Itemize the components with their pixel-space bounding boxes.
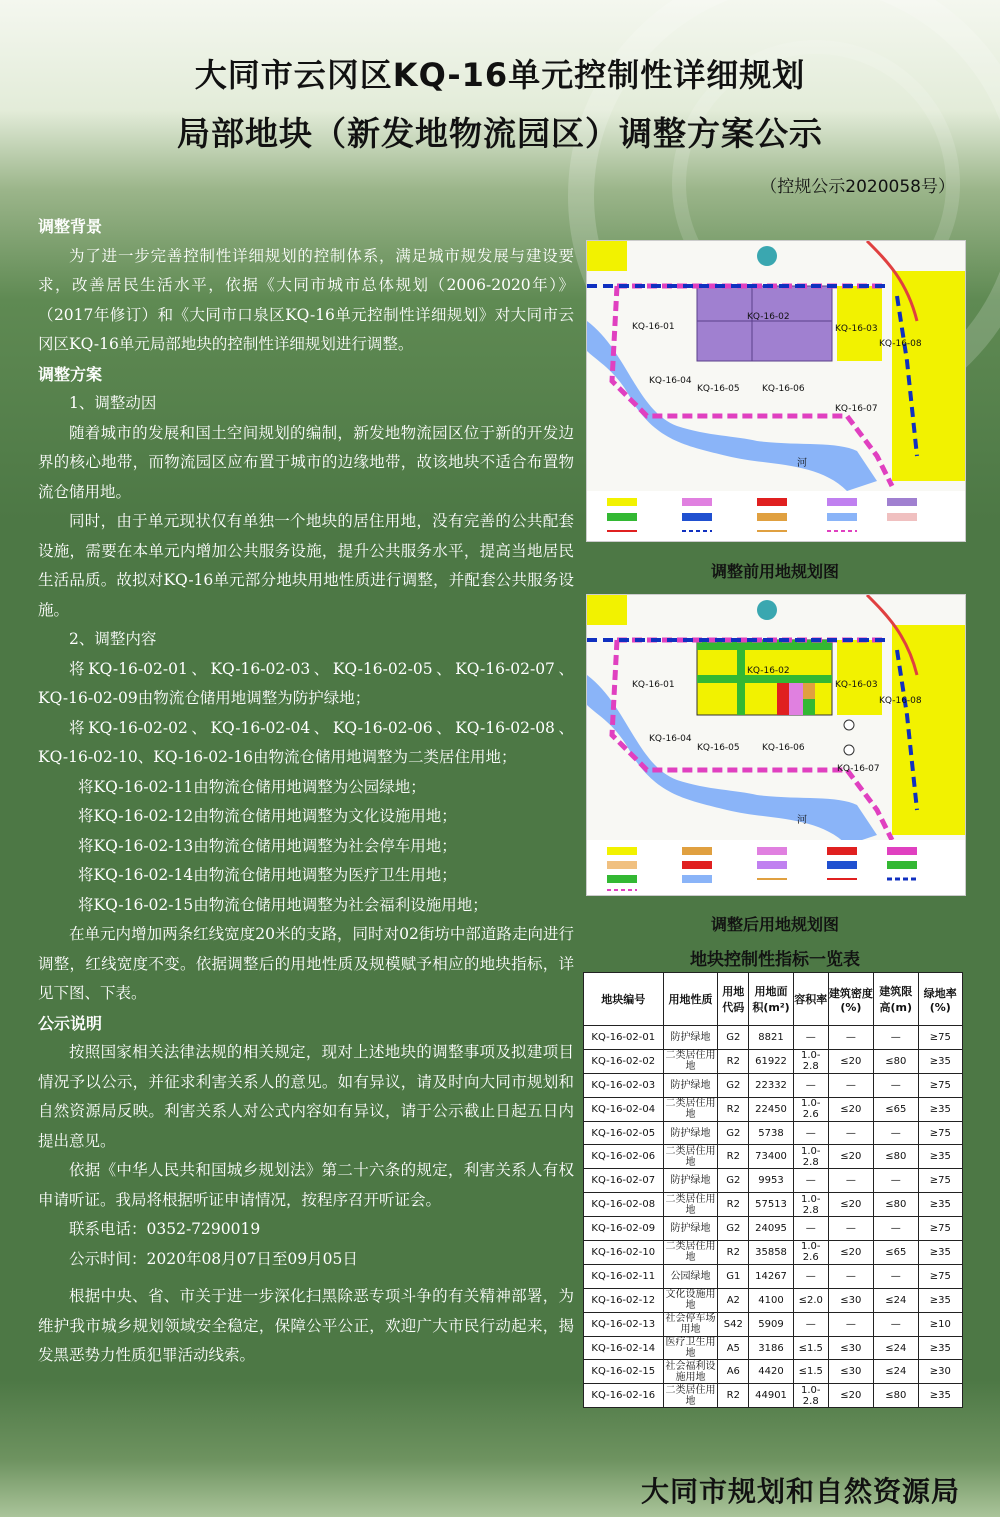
map-label: KQ-16-08 xyxy=(879,339,922,349)
table-cell: — xyxy=(874,1264,918,1288)
table-cell: ≤80 xyxy=(874,1049,918,1073)
map-label: KQ-16-04 xyxy=(649,734,692,744)
table-cell: KQ-16-02-16 xyxy=(584,1384,664,1408)
table-cell: ≤80 xyxy=(874,1145,918,1169)
table-row xyxy=(584,1193,963,1217)
indicator-table xyxy=(583,972,963,1408)
table-cell: ≤24 xyxy=(874,1336,918,1360)
content-item: 将KQ-16-02-14由物流仓储用地调整为医疗卫生用地； xyxy=(78,866,457,884)
header-land-use: 用地性质 xyxy=(663,973,718,1026)
table-cell: — xyxy=(874,1073,918,1097)
table-row xyxy=(584,1145,963,1169)
table-row xyxy=(584,1073,963,1097)
table-cell: G2 xyxy=(718,1121,749,1145)
table-cell: ≥35 xyxy=(918,1288,962,1312)
table-cell: KQ-16-02-14 xyxy=(584,1336,664,1360)
table-cell: R2 xyxy=(718,1097,749,1121)
table-row xyxy=(584,1217,963,1241)
table-cell: S42 xyxy=(718,1312,749,1336)
table-cell: KQ-16-02-03 xyxy=(584,1073,664,1097)
table-cell: ≤30 xyxy=(828,1336,873,1360)
header-land-code: 用地代码 xyxy=(718,973,749,1026)
table-cell: KQ-16-02-04 xyxy=(584,1097,664,1121)
table-cell: KQ-16-02-10 xyxy=(584,1241,664,1265)
table-cell: A2 xyxy=(718,1288,749,1312)
table-cell: 22450 xyxy=(749,1097,794,1121)
map-before-drawing xyxy=(587,241,965,541)
table-cell: ≥35 xyxy=(918,1384,962,1408)
table-cell: KQ-16-02-11 xyxy=(584,1264,664,1288)
table-cell: KQ-16-02-09 xyxy=(584,1217,664,1241)
map-label: KQ-16-01 xyxy=(632,680,675,690)
table-cell: ≤80 xyxy=(874,1193,918,1217)
table-cell: 73400 xyxy=(749,1145,794,1169)
footer-issuer: 大同市规划和自然资源局 xyxy=(640,1475,960,1508)
background-text: 为了进一步完善控制性详细规划的控制体系，满足城市规发展与建设要求，改善居民生活水平，依据《大同市城市总体规划（2006-2020年）》（2017年修订）和《大同市口泉区KQ-16单元控制性详细规划》对大同市云冈区KQ-16单元局部地块的控制性详细规划进行调整。 xyxy=(38,246,574,353)
table-cell: ≥35 xyxy=(918,1049,962,1073)
motive-paragraph-1: 随着城市的发展和国土空间规划的编制，新发地物流园区位于新的开发边界的核心地带，而物流园区应布置于城市的边缘地带，故该地块不适合布置物流仓储用地。 xyxy=(38,423,574,501)
table-cell: ≤65 xyxy=(874,1241,918,1265)
table-cell: ≤30 xyxy=(828,1288,873,1312)
table-cell: — xyxy=(874,1026,918,1050)
content-item: 将KQ-16-02-12由物流仓储用地调整为文化设施用地； xyxy=(78,807,457,825)
plan-heading: 调整方案 xyxy=(38,364,103,384)
map-label: KQ-16-06 xyxy=(762,743,805,753)
table-cell: G2 xyxy=(718,1217,749,1241)
table-cell: — xyxy=(793,1121,828,1145)
table-cell: KQ-16-02-01 xyxy=(584,1026,664,1050)
table-cell: 35858 xyxy=(749,1241,794,1265)
map-label: KQ-16-05 xyxy=(697,743,740,753)
table-cell: 防护绿地 xyxy=(663,1169,718,1193)
header-green-ratio: 绿地率(%) xyxy=(918,973,962,1026)
table-cell: — xyxy=(828,1073,873,1097)
table-cell: R2 xyxy=(718,1193,749,1217)
table-cell: KQ-16-02-06 xyxy=(584,1145,664,1169)
header-area: 用地面积(m²) xyxy=(749,973,794,1026)
table-cell: G2 xyxy=(718,1026,749,1050)
background-heading: 调整背景 xyxy=(38,217,103,236)
table-cell: 公园绿地 xyxy=(663,1264,718,1288)
table-cell: 14267 xyxy=(749,1264,794,1288)
table-row xyxy=(584,1097,963,1121)
table-cell: 二类居住用地 xyxy=(663,1145,718,1169)
content-item: 将KQ-16-02-15由物流仓储用地调整为社会福利设施用地； xyxy=(78,895,488,914)
table-cell: 文化设施用地 xyxy=(663,1288,718,1312)
header-far: 容积率 xyxy=(793,973,828,1026)
table-cell: ≤24 xyxy=(874,1288,918,1312)
table-cell: ≤30 xyxy=(828,1360,873,1384)
content-item: 将KQ-16-02-01、KQ-16-02-03、KQ-16-02-05、KQ-16-02-07、KQ-16-02-09由物流仓储用地调整为防护绿地； xyxy=(38,659,574,707)
map-label: KQ-16-05 xyxy=(697,384,740,394)
table-cell: KQ-16-02-07 xyxy=(584,1169,664,1193)
table-cell: 1.0-2.6 xyxy=(793,1241,828,1265)
header-height: 建筑限高(m) xyxy=(874,973,918,1026)
map-label: KQ-16-01 xyxy=(632,322,675,332)
table-cell: 9953 xyxy=(749,1169,794,1193)
map-after-drawing xyxy=(587,595,965,895)
map-label: KQ-16-06 xyxy=(762,384,805,394)
table-cell: 社会停车场用地 xyxy=(663,1312,718,1336)
table-cell: 44901 xyxy=(749,1384,794,1408)
table-row xyxy=(584,1049,963,1073)
table-cell: ≤65 xyxy=(874,1097,918,1121)
table-cell: ≤2.0 xyxy=(793,1288,828,1312)
table-cell: 22332 xyxy=(749,1073,794,1097)
notice-paragraph-1: 按照国家相关法律法规的相关规定，现对上述地块的调整事项及拟建项目情况予以公示，并征求利害关系人的意见。如有异议，请及时向大同市规划和自然资源局反映。利害关系人对公式内容如有异议，请于公示截止日起五日内提出意见。 xyxy=(38,1043,574,1150)
map-label: KQ-16-04 xyxy=(649,376,692,386)
table-cell: ≤20 xyxy=(828,1049,873,1073)
map-label: KQ-16-08 xyxy=(879,696,922,706)
table-row xyxy=(584,1336,963,1360)
content-item: 将KQ-16-02-11由物流仓储用地调整为公园绿地； xyxy=(78,777,426,796)
table-cell: — xyxy=(828,1312,873,1336)
table-cell: 3186 xyxy=(749,1336,794,1360)
table-cell: ≥75 xyxy=(918,1121,962,1145)
table-cell: ≥75 xyxy=(918,1169,962,1193)
table-cell: 1.0-2.8 xyxy=(793,1193,828,1217)
body-text xyxy=(38,212,574,1371)
table-row xyxy=(584,1312,963,1336)
table-cell: ≥10 xyxy=(918,1312,962,1336)
table-cell: 24095 xyxy=(749,1217,794,1241)
map-after-caption: 调整后用地规划图 xyxy=(710,915,839,934)
table-row xyxy=(584,1384,963,1408)
motive-heading: 1、调整动因 xyxy=(69,394,157,412)
table-cell: — xyxy=(828,1217,873,1241)
table-cell: 4100 xyxy=(749,1288,794,1312)
table-cell: — xyxy=(828,1121,873,1145)
header-density: 建筑密度(%) xyxy=(828,973,873,1026)
table-cell: 二类居住用地 xyxy=(663,1193,718,1217)
table-cell: 4420 xyxy=(749,1360,794,1384)
table-row xyxy=(584,1288,963,1312)
table-title: 地块控制性指标一览表 xyxy=(690,950,860,970)
table-row xyxy=(584,1360,963,1384)
table-cell: ≥35 xyxy=(918,1097,962,1121)
notice-paragraph-2: 依据《中华人民共和国城乡规划法》第二十六条的规定，利害关系人有权申请听证。我局将根据听证申请情况，按程序召开听证会。 xyxy=(38,1161,574,1209)
doc-number: （控规公示2020058号） xyxy=(760,177,955,197)
table-cell: R2 xyxy=(718,1384,749,1408)
closing-text: 根据中央、省、市关于进一步深化扫黑除恶专项斗争的有关精神部署，为维护我市城乡规划领域安全稳定，保障公平公正，欢迎广大市民行动起来，揭发黑恶势力性质犯罪活动线索。 xyxy=(38,1287,574,1364)
table-row xyxy=(584,1241,963,1265)
table-row xyxy=(584,1264,963,1288)
table-cell: G2 xyxy=(718,1073,749,1097)
table-header-row xyxy=(584,973,963,1026)
content-heading: 2、调整内容 xyxy=(69,630,157,648)
notice-heading: 公示说明 xyxy=(38,1013,103,1033)
table-cell: — xyxy=(793,1073,828,1097)
table-cell: R2 xyxy=(718,1145,749,1169)
table-cell: — xyxy=(793,1264,828,1288)
table-cell: ≤20 xyxy=(828,1384,873,1408)
table-cell: KQ-16-02-13 xyxy=(584,1312,664,1336)
table-cell: — xyxy=(793,1217,828,1241)
table-cell: KQ-16-02-08 xyxy=(584,1193,664,1217)
table-cell: R2 xyxy=(718,1241,749,1265)
table-cell: ≥30 xyxy=(918,1360,962,1384)
table-cell: ≥35 xyxy=(918,1241,962,1265)
table-cell: KQ-16-02-02 xyxy=(584,1049,664,1073)
table-cell: 防护绿地 xyxy=(663,1217,718,1241)
table-cell: G1 xyxy=(718,1264,749,1288)
table-cell: — xyxy=(874,1217,918,1241)
map-before-caption: 调整前用地规划图 xyxy=(710,562,839,581)
table-cell: 医疗卫生用地 xyxy=(663,1336,718,1360)
table-cell: ≥35 xyxy=(918,1193,962,1217)
table-cell: 1.0-2.8 xyxy=(793,1384,828,1408)
table-cell: ≤1.5 xyxy=(793,1360,828,1384)
table-cell: ≥35 xyxy=(918,1145,962,1169)
title-line1: 大同市云冈区KQ-16单元控制性详细规划 xyxy=(194,56,806,94)
table-cell: ≤20 xyxy=(828,1145,873,1169)
content-tail: 在单元内增加两条红线宽度20米的支路，同时对02街坊中部道路走向进行调整，红线宽度不变。依据调整后的用地性质及规模赋予相应的地块指标，详见下图、下表。 xyxy=(38,925,574,1002)
table-cell: 1.0-2.8 xyxy=(793,1049,828,1073)
table-cell: A5 xyxy=(718,1336,749,1360)
table-cell: 5738 xyxy=(749,1121,794,1145)
title-line2: 局部地块（新发地物流园区）调整方案公示 xyxy=(177,114,823,153)
table-cell: ≤20 xyxy=(828,1241,873,1265)
table-cell: KQ-16-02-05 xyxy=(584,1121,664,1145)
table-cell: 防护绿地 xyxy=(663,1026,718,1050)
table-cell: ≥75 xyxy=(918,1073,962,1097)
map-label: KQ-16-02 xyxy=(747,666,790,676)
table-cell: — xyxy=(874,1312,918,1336)
map-label: KQ-16-03 xyxy=(835,680,878,690)
notice-period: 公示时间：2020年08月07日至09月05日 xyxy=(69,1249,358,1268)
table-cell: — xyxy=(874,1121,918,1145)
header-parcel-id: 地块编号 xyxy=(584,973,664,1026)
table-cell: 二类居住用地 xyxy=(663,1241,718,1265)
table-cell: 1.0-2.8 xyxy=(793,1145,828,1169)
table-cell: R2 xyxy=(718,1049,749,1073)
content-item: 将KQ-16-02-13由物流仓储用地调整为社会停车用地； xyxy=(78,836,457,855)
table-cell: 二类居住用地 xyxy=(663,1049,718,1073)
table-cell: ≤20 xyxy=(828,1193,873,1217)
table-cell: ≥35 xyxy=(918,1336,962,1360)
table-cell: 防护绿地 xyxy=(663,1073,718,1097)
table-row xyxy=(584,1026,963,1050)
table-cell: A6 xyxy=(718,1360,749,1384)
table-cell: ≤24 xyxy=(874,1360,918,1384)
table-cell: ≥75 xyxy=(918,1264,962,1288)
map-before xyxy=(586,240,966,542)
table-cell: ≥75 xyxy=(918,1217,962,1241)
motive-paragraph-2: 同时，由于单元现状仅有单独一个地块的居住用地，没有完善的公共配套设施，需要在本单元内增加公共服务设施，提升公共服务水平，提高当地居民生活品质。故拟对KQ-16单元部分地块用地性质进行调整，并配套公共服务设施。 xyxy=(38,512,574,619)
table-cell: — xyxy=(793,1026,828,1050)
table-cell: 防护绿地 xyxy=(663,1121,718,1145)
map-label: KQ-16-07 xyxy=(835,404,878,414)
table-cell: — xyxy=(793,1169,828,1193)
table-cell: 二类居住用地 xyxy=(663,1097,718,1121)
river-label: 河 xyxy=(797,815,807,826)
table-row xyxy=(584,1121,963,1145)
table-cell: 1.0-2.6 xyxy=(793,1097,828,1121)
map-label: KQ-16-02 xyxy=(747,312,790,322)
table-cell: ≤20 xyxy=(828,1097,873,1121)
table-cell: 61922 xyxy=(749,1049,794,1073)
contact-phone: 联系电话：0352-7290019 xyxy=(69,1220,261,1238)
table-cell: 5909 xyxy=(749,1312,794,1336)
table-cell: ≥75 xyxy=(918,1026,962,1050)
table-cell: KQ-16-02-15 xyxy=(584,1360,664,1384)
table-cell: — xyxy=(828,1264,873,1288)
map-label: KQ-16-07 xyxy=(837,764,880,774)
table-cell: — xyxy=(874,1169,918,1193)
table-cell: — xyxy=(828,1026,873,1050)
table-cell: — xyxy=(828,1169,873,1193)
table-cell: KQ-16-02-12 xyxy=(584,1288,664,1312)
map-label: KQ-16-03 xyxy=(835,324,878,334)
content-item: 将KQ-16-02-02、KQ-16-02-04、KQ-16-02-06、KQ-16-02-08、KQ-16-02-10、KQ-16-02-16由物流仓储用地调整为二类居住用地； xyxy=(38,718,574,766)
table-cell: 社会福利设施用地 xyxy=(663,1360,718,1384)
table-cell: 二类居住用地 xyxy=(663,1384,718,1408)
table-cell: 57513 xyxy=(749,1193,794,1217)
map-after xyxy=(586,594,966,896)
table-row xyxy=(584,1169,963,1193)
table-cell: ≤1.5 xyxy=(793,1336,828,1360)
table-cell: G2 xyxy=(718,1169,749,1193)
river-label: 河 xyxy=(797,458,807,469)
table-cell: 8821 xyxy=(749,1026,794,1050)
table-cell: — xyxy=(793,1312,828,1336)
table-cell: ≤80 xyxy=(874,1384,918,1408)
